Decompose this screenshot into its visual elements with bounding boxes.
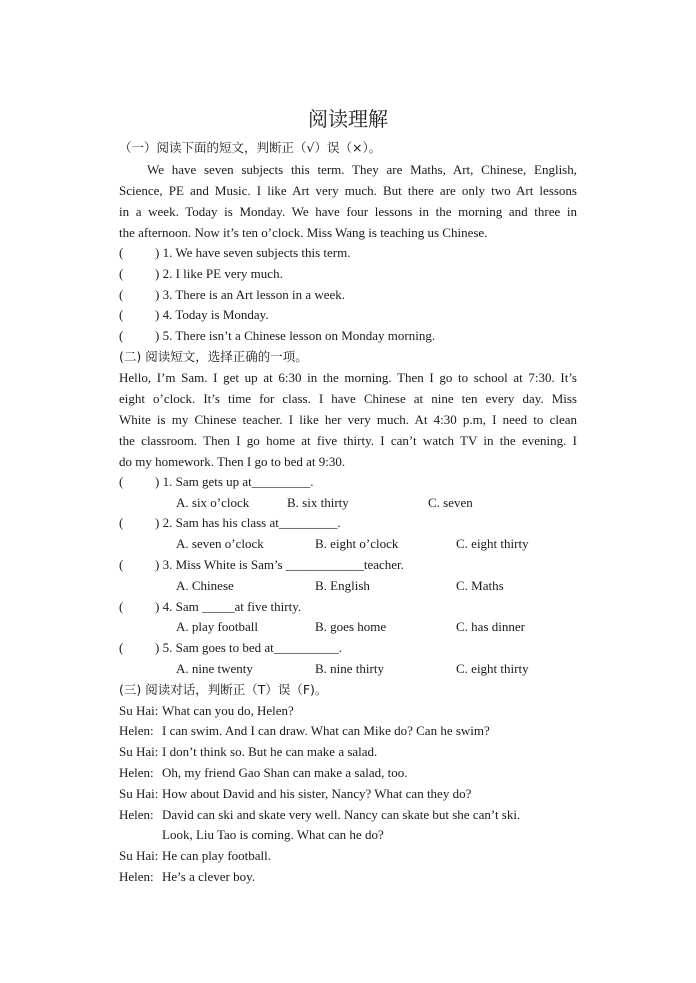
section1-passage-line: We have seven subjects this term. They are Maths, Art, Chinese, English, <box>147 162 577 177</box>
option-c[interactable]: C. eight thirty <box>456 536 529 551</box>
section1-question: ( ) 3. There is an Art lesson in a week. <box>119 287 346 302</box>
speaker: Helen: <box>119 723 154 738</box>
answer-blank[interactable]: ( <box>119 515 124 530</box>
option-a[interactable]: A. six o’clock <box>176 495 250 510</box>
option-c[interactable]: C. Maths <box>456 578 504 593</box>
answer-blank[interactable]: ( <box>119 266 124 281</box>
option-a[interactable]: A. nine twenty <box>176 661 253 676</box>
section1-question: ( ) 5. There isn’t a Chinese lesson on Monday morning. <box>119 328 436 343</box>
speaker: Helen: <box>119 765 154 780</box>
section2-heading: (二) 阅读短文，选择正确的一项。 <box>119 349 308 364</box>
section3-heading: (三) 阅读对话，判断正（T）误（F)。 <box>119 682 328 697</box>
answer-blank[interactable]: ( <box>119 328 124 343</box>
dialogue-line: Helen: I can swim. And I can draw. What can Mike do? Can he swim? <box>119 723 490 738</box>
section1-passage-line: the afternoon. Now it’s ten o’clock. Miss Wang is teaching us Chinese. <box>119 225 488 240</box>
section1-question: ( ) 2. I like PE very much. <box>119 266 283 281</box>
dialogue-line: Helen: Oh, my friend Gao Shan can make a salad, too. <box>119 765 408 780</box>
section2-passage-line: the classroom. Then I go home at five thirty. I can’t watch TV in the evening. I <box>119 433 577 448</box>
option-b[interactable]: B. eight o’clock <box>315 536 399 551</box>
option-c[interactable]: C. eight thirty <box>456 661 529 676</box>
option-a[interactable]: A. seven o’clock <box>176 536 264 551</box>
dialogue-line: Look, Liu Tao is coming. What can he do? <box>162 827 384 842</box>
section2-passage-line: do my homework. Then I go to bed at 9:30. <box>119 454 346 469</box>
answer-blank[interactable]: ( <box>119 245 124 260</box>
section2-question: ( ) 2. Sam has his class at_________. <box>119 515 341 530</box>
option-c[interactable]: C. seven <box>428 495 473 510</box>
speaker: Helen: <box>119 869 154 884</box>
option-b[interactable]: B. English <box>315 578 370 593</box>
speaker: Su Hai: <box>119 848 159 863</box>
page-title: 阅读理解 <box>308 107 388 131</box>
section2-question: ( ) 5. Sam goes to bed at__________. <box>119 640 343 655</box>
section1-question: ( ) 1. We have seven subjects this term. <box>119 245 351 260</box>
answer-blank[interactable]: ( <box>119 599 124 614</box>
section1-heading: （一）阅读下面的短文，判断正（√）误（×）。 <box>119 140 382 155</box>
dialogue-line: Helen: He’s a clever boy. <box>119 869 256 884</box>
section1-passage-line: in a week. Today is Monday. We have four lessons in the morning and three in <box>119 204 577 219</box>
speaker: Su Hai: <box>119 703 159 718</box>
section2-passage-line: Hello, I’m Sam. I get up at 6:30 in the morning. Then I go to school at 7:30. It’s <box>119 370 577 385</box>
speaker: Helen: <box>119 807 154 822</box>
section2-passage-line: White is my Chinese teacher. I like her very much. At 4:30 p.m, I need to clean <box>119 412 577 427</box>
section2-question: ( ) 3. Miss White is Sam’s ____________teacher. <box>119 557 404 572</box>
speaker: Su Hai: <box>119 786 159 801</box>
answer-blank[interactable]: ( <box>119 287 124 302</box>
section2-question: ( ) 4. Sam _____at five thirty. <box>119 599 302 614</box>
dialogue-line: Su Hai: How about David and his sister, Nancy? What can they do? <box>119 786 472 801</box>
dialogue-line: Su Hai: What can you do, Helen? <box>119 703 294 718</box>
option-a[interactable]: A. play football <box>176 619 258 634</box>
answer-blank[interactable]: ( <box>119 474 124 489</box>
section2-question: ( ) 1. Sam gets up at_________. <box>119 474 314 489</box>
answer-blank[interactable]: ( <box>119 640 124 655</box>
dialogue-line: Su Hai: He can play football. <box>119 848 272 863</box>
option-b[interactable]: B. nine thirty <box>315 661 384 676</box>
speaker: Su Hai: <box>119 744 159 759</box>
dialogue-line: Helen: David can ski and skate very well. Nancy can skate but she can’t ski. <box>119 807 521 822</box>
answer-blank[interactable]: ( <box>119 557 124 572</box>
section1-question: ( ) 4. Today is Monday. <box>119 307 269 322</box>
option-b[interactable]: B. goes home <box>315 619 387 634</box>
dialogue-line: Su Hai: I don’t think so. But he can make a salad. <box>119 744 378 759</box>
option-b[interactable]: B. six thirty <box>287 495 349 510</box>
answer-blank[interactable]: ( <box>119 307 124 322</box>
option-a[interactable]: A. Chinese <box>176 578 234 593</box>
section2-passage-line: eight o’clock. It’s time for class. I have Chinese at nine ten every day. Miss <box>119 391 577 406</box>
option-c[interactable]: C. has dinner <box>456 619 525 634</box>
section1-passage-line: Science, PE and Music. I like Art very much. But there are only two Art lessons <box>119 183 577 198</box>
